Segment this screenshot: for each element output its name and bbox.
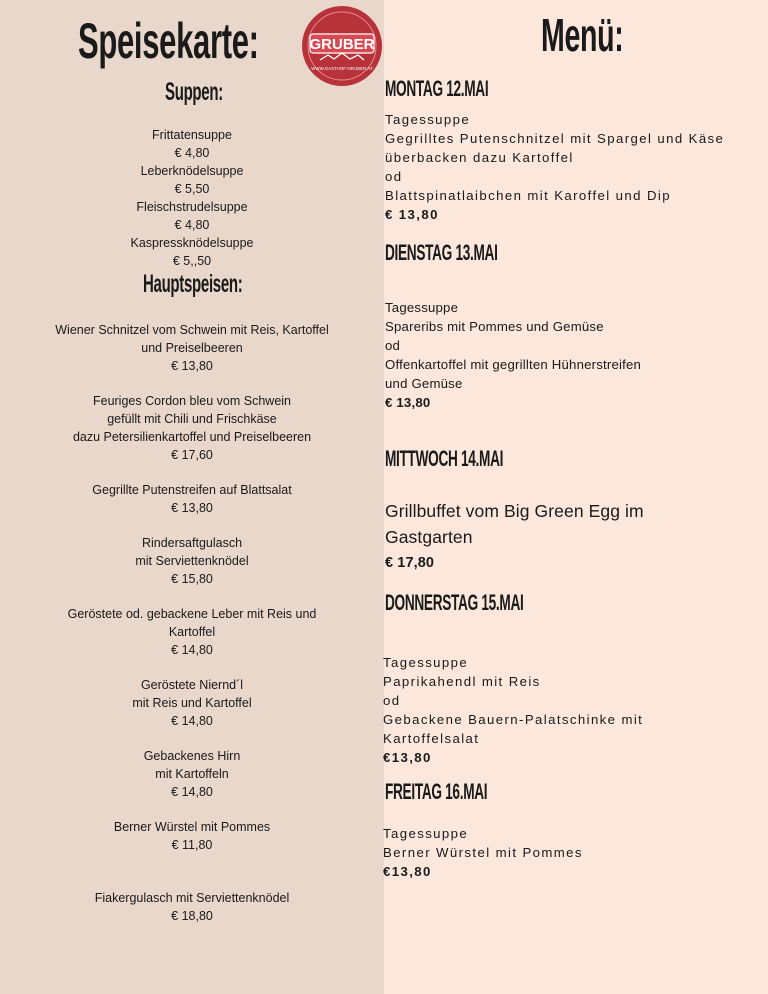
item-line: Kartoffel bbox=[168, 625, 216, 639]
gruber-logo bbox=[300, 4, 384, 88]
item-line: Rindersaftgulasch bbox=[141, 536, 243, 550]
menu-price: €13,80 bbox=[383, 864, 432, 879]
menu-line: Berner Würstel mit Pommes bbox=[383, 845, 583, 860]
menu-line: Tagessuppe bbox=[383, 826, 469, 841]
day-menu-freitag bbox=[383, 824, 583, 881]
menu-price: € 13,80 bbox=[385, 395, 431, 410]
menu-line: und Gemüse bbox=[385, 376, 463, 391]
soup-name: Frittatensuppe bbox=[152, 128, 232, 142]
item-line: Geröstete Niernd´l bbox=[140, 678, 244, 692]
item-line: Wiener Schnitzel vom Schwein mit Reis, Kartoffel bbox=[55, 323, 329, 337]
menu-line: Gebackene Bauern-Palatschinke mit bbox=[383, 712, 644, 727]
soup-price: € 4,80 bbox=[174, 218, 210, 232]
soup-name: Fleischstrudelsuppe bbox=[136, 200, 248, 214]
speisekarte-title: Speisekarte: bbox=[78, 13, 259, 69]
soup-price: € 4,80 bbox=[174, 146, 210, 160]
day-heading-donnerstag: DONNERSTAG 15.MAI bbox=[385, 590, 524, 615]
list-item bbox=[0, 198, 384, 234]
menu-line: od bbox=[385, 338, 401, 353]
main-item bbox=[0, 818, 384, 854]
day-heading-freitag: FREITAG 16.MAI bbox=[385, 779, 488, 804]
item-line: Geröstete od. gebackene Leber mit Reis und bbox=[67, 607, 317, 621]
main-item bbox=[0, 321, 384, 375]
menu-line: od bbox=[385, 169, 403, 184]
menu-title: Menü: bbox=[541, 9, 624, 61]
main-item bbox=[0, 481, 384, 517]
soup-list bbox=[0, 126, 384, 270]
soup-name: Kaspressknödelsuppe bbox=[130, 236, 254, 250]
item-line: Berner Würstel mit Pommes bbox=[113, 820, 271, 834]
item-price: € 14,80 bbox=[171, 785, 213, 799]
item-price: € 13,80 bbox=[171, 501, 213, 515]
menu-price: €13,80 bbox=[383, 750, 432, 765]
list-item bbox=[0, 234, 384, 270]
menu-line: Spareribs mit Pommes und Gemüse bbox=[385, 319, 604, 334]
day-menu-montag bbox=[385, 110, 724, 224]
svg-text:WWW.GASTHOF-GRUBER.AT: WWW.GASTHOF-GRUBER.AT bbox=[311, 66, 373, 71]
main-item bbox=[0, 534, 384, 588]
menu-line: Tagessuppe bbox=[385, 300, 459, 315]
soup-price: € 5,,50 bbox=[172, 254, 212, 268]
item-price: € 18,80 bbox=[171, 909, 213, 923]
menu-line: Tagessuppe bbox=[383, 655, 469, 670]
item-line: Gegrillte Putenstreifen auf Blattsalat bbox=[92, 483, 292, 497]
menu-line: od bbox=[383, 693, 401, 708]
item-line: gefüllt mit Chili und Frischkäse bbox=[107, 412, 277, 426]
day-menu-mittwoch bbox=[385, 498, 644, 576]
item-line: Gebackenes Hirn bbox=[143, 749, 241, 763]
menu-line: Blattspinatlaibchen mit Karoffel und Dip bbox=[385, 188, 671, 203]
item-line: mit Serviettenknödel bbox=[135, 554, 249, 568]
menu-line: Gastgarten bbox=[385, 527, 473, 547]
item-price: € 14,80 bbox=[171, 643, 213, 657]
suppen-heading: Suppen: bbox=[165, 78, 223, 106]
day-menu-dienstag bbox=[385, 298, 641, 412]
list-item bbox=[0, 126, 384, 162]
item-line: Feuriges Cordon bleu vom Schwein bbox=[92, 394, 292, 408]
day-heading-mittwoch: MITTWOCH 14.MAI bbox=[385, 446, 504, 471]
main-item bbox=[0, 889, 384, 925]
svg-text:GRUBER: GRUBER bbox=[309, 36, 375, 53]
list-item bbox=[0, 162, 384, 198]
menu-line: Grillbuffet vom Big Green Egg im bbox=[385, 501, 644, 521]
main-item bbox=[0, 676, 384, 730]
item-price: € 13,80 bbox=[171, 359, 213, 373]
main-item bbox=[0, 747, 384, 801]
item-line: mit Kartoffeln bbox=[155, 767, 229, 781]
menu-line: Kartoffelsalat bbox=[383, 731, 480, 746]
main-item bbox=[0, 392, 384, 464]
item-line: dazu Petersilienkartoffel und Preiselbeeren bbox=[72, 430, 312, 444]
item-price: € 15,80 bbox=[171, 572, 213, 586]
item-price: € 11,80 bbox=[171, 838, 213, 852]
soup-name: Leberknödelsuppe bbox=[140, 164, 244, 178]
menu-line: überbacken dazu Kartoffel bbox=[385, 150, 574, 165]
menu-price: € 13,80 bbox=[385, 207, 439, 222]
item-line: mit Reis und Kartoffel bbox=[132, 696, 252, 710]
item-line: und Preiselbeeren bbox=[141, 341, 243, 355]
item-price: € 17,60 bbox=[171, 448, 213, 462]
menu-line: Paprikahendl mit Reis bbox=[383, 674, 541, 689]
hauptspeisen-heading: Hauptspeisen: bbox=[143, 270, 243, 298]
menu-line: Gegrilltes Putenschnitzel mit Spargel und Käse bbox=[385, 131, 725, 146]
soup-price: € 5,50 bbox=[174, 182, 210, 196]
menu-line: Tagessuppe bbox=[385, 112, 471, 127]
day-heading-montag: MONTAG 12.MAI bbox=[385, 76, 489, 101]
main-item bbox=[0, 605, 384, 659]
day-menu-donnerstag bbox=[383, 653, 643, 767]
item-line: Fiakergulasch mit Serviettenknödel bbox=[94, 891, 290, 905]
item-price: € 14,80 bbox=[171, 714, 213, 728]
day-heading-dienstag: DIENSTAG 13.MAI bbox=[385, 240, 498, 265]
menu-price: € 17,80 bbox=[385, 555, 435, 571]
menu-line: Offenkartoffel mit gegrillten Hühnerstreifen bbox=[385, 357, 642, 372]
